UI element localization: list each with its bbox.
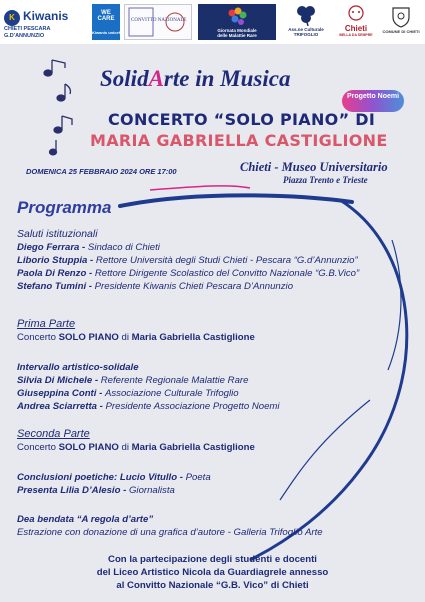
- list-item: Giuseppina Conti - Associazione Culturale Trifoglio: [17, 388, 239, 399]
- conclusioni-section: [17, 471, 211, 497]
- chieti-logo: Chieti BELLA DA SEMPRE: [336, 4, 376, 40]
- trifoglio-logo: Ass.ne Culturale TRIFOGLIO: [284, 4, 328, 40]
- list-item: Silvia Di Michele - Referente Regionale Malattie Rare: [17, 375, 249, 386]
- saluti-heading: Saluti istituzionali: [17, 228, 98, 240]
- convitto-emblem-icon: [125, 5, 191, 39]
- prima-parte-heading: Prima Parte: [17, 318, 76, 330]
- intervallo-section: [17, 361, 280, 413]
- list-item: Paola Di Renzo - Rettore Dirigente Scolastico del Convitto Nazionale “G.B.Vico”: [17, 268, 360, 279]
- programma-heading: Programma: [17, 198, 112, 217]
- event-title: SolidArte in Musica: [100, 66, 291, 91]
- footer-line: del Liceo Artistico Nicola da Guardiagrele annesso: [96, 567, 329, 578]
- dea-bendata-section: [17, 513, 323, 539]
- giornata-malattie-rare-logo: Giornata Mondiale delle Malattie Rare: [198, 4, 276, 40]
- concerto-title: CONCERTO “SOLO PIANO” DI: [108, 110, 376, 129]
- concerto-line: Concerto SOLO PIANO di Maria Gabriella Castiglione: [17, 332, 255, 343]
- prima-parte-section: [17, 318, 255, 344]
- seconda-parte-section: [17, 428, 255, 454]
- convitto-logo: [124, 4, 192, 40]
- comune-di-chieti-logo: COMUNE DI CHIETI: [380, 4, 422, 40]
- list-item: Liborio Stuppia - Rettore Università degli Studi Chieti - Pescara “G.d’Annunzio”: [17, 255, 358, 266]
- rainbow-hands-icon: [226, 7, 248, 27]
- list-item: Diego Ferrara - Sindaco di Chieti: [17, 242, 160, 253]
- event-venue: Chieti - Museo Universitario: [240, 160, 388, 174]
- svg-text:CONVITTO NAZIONALE: CONVITTO NAZIONALE: [131, 18, 187, 23]
- footer-line: al Convitto Nazionale “G.B. Vico” di Chieti: [116, 580, 309, 591]
- progetto-noemi-logo: Progetto Noemi: [342, 90, 404, 112]
- logo-bar: [0, 0, 425, 44]
- list-item: Andrea Sciarretta - Presidente Associazione Progetto Noemi: [17, 401, 280, 412]
- event-date: DOMENICA 25 FEBBRAIO 2024 ORE 17:00: [26, 167, 177, 176]
- list-item: Presenta Lilia D’Alesio - Giornalista: [17, 485, 175, 496]
- clover-icon: [293, 4, 319, 26]
- saluti-section: [17, 228, 359, 293]
- footer-line: Con la partecipazione degli studenti e docenti: [108, 554, 317, 565]
- seconda-parte-heading: Seconda Parte: [17, 428, 90, 440]
- list-item: Conclusioni poetiche: Lucio Vitullo - Poeta: [17, 472, 211, 483]
- concerto-line: Concerto SOLO PIANO di Maria Gabriella Castiglione: [17, 442, 255, 453]
- we-care-logo: WE CARE Kiwanis unicef: [92, 4, 120, 40]
- kiwanis-k-icon: K: [4, 10, 20, 26]
- kiwanis-name: Kiwanis: [23, 9, 69, 23]
- performer-name: MARIA GABRIELLA CASTIGLIONE: [90, 131, 388, 150]
- footer-credits: [0, 553, 425, 592]
- event-venue-address: Piazza Trento e Trieste: [283, 175, 368, 185]
- kiwanis-sub: CHIETI PESCARA G.D'ANNUNZIO: [4, 26, 51, 39]
- kiwanis-logo: [4, 4, 86, 40]
- estrazione-text: Estrazione con donazione di una grafica d’autore - Galleria Trifoglio Arte: [17, 527, 323, 538]
- list-item: Stefano Tumini - Presidente Kiwanis Chieti Pescara D’Annunzio: [17, 281, 294, 292]
- coat-of-arms-icon: [390, 4, 412, 28]
- music-notes-icon: [44, 60, 72, 155]
- chieti-face-icon: [346, 4, 366, 22]
- intervallo-heading: Intervallo artistico-solidale: [17, 362, 139, 373]
- dea-bendata-heading: Dea bendata “A regola d’arte”: [17, 514, 154, 525]
